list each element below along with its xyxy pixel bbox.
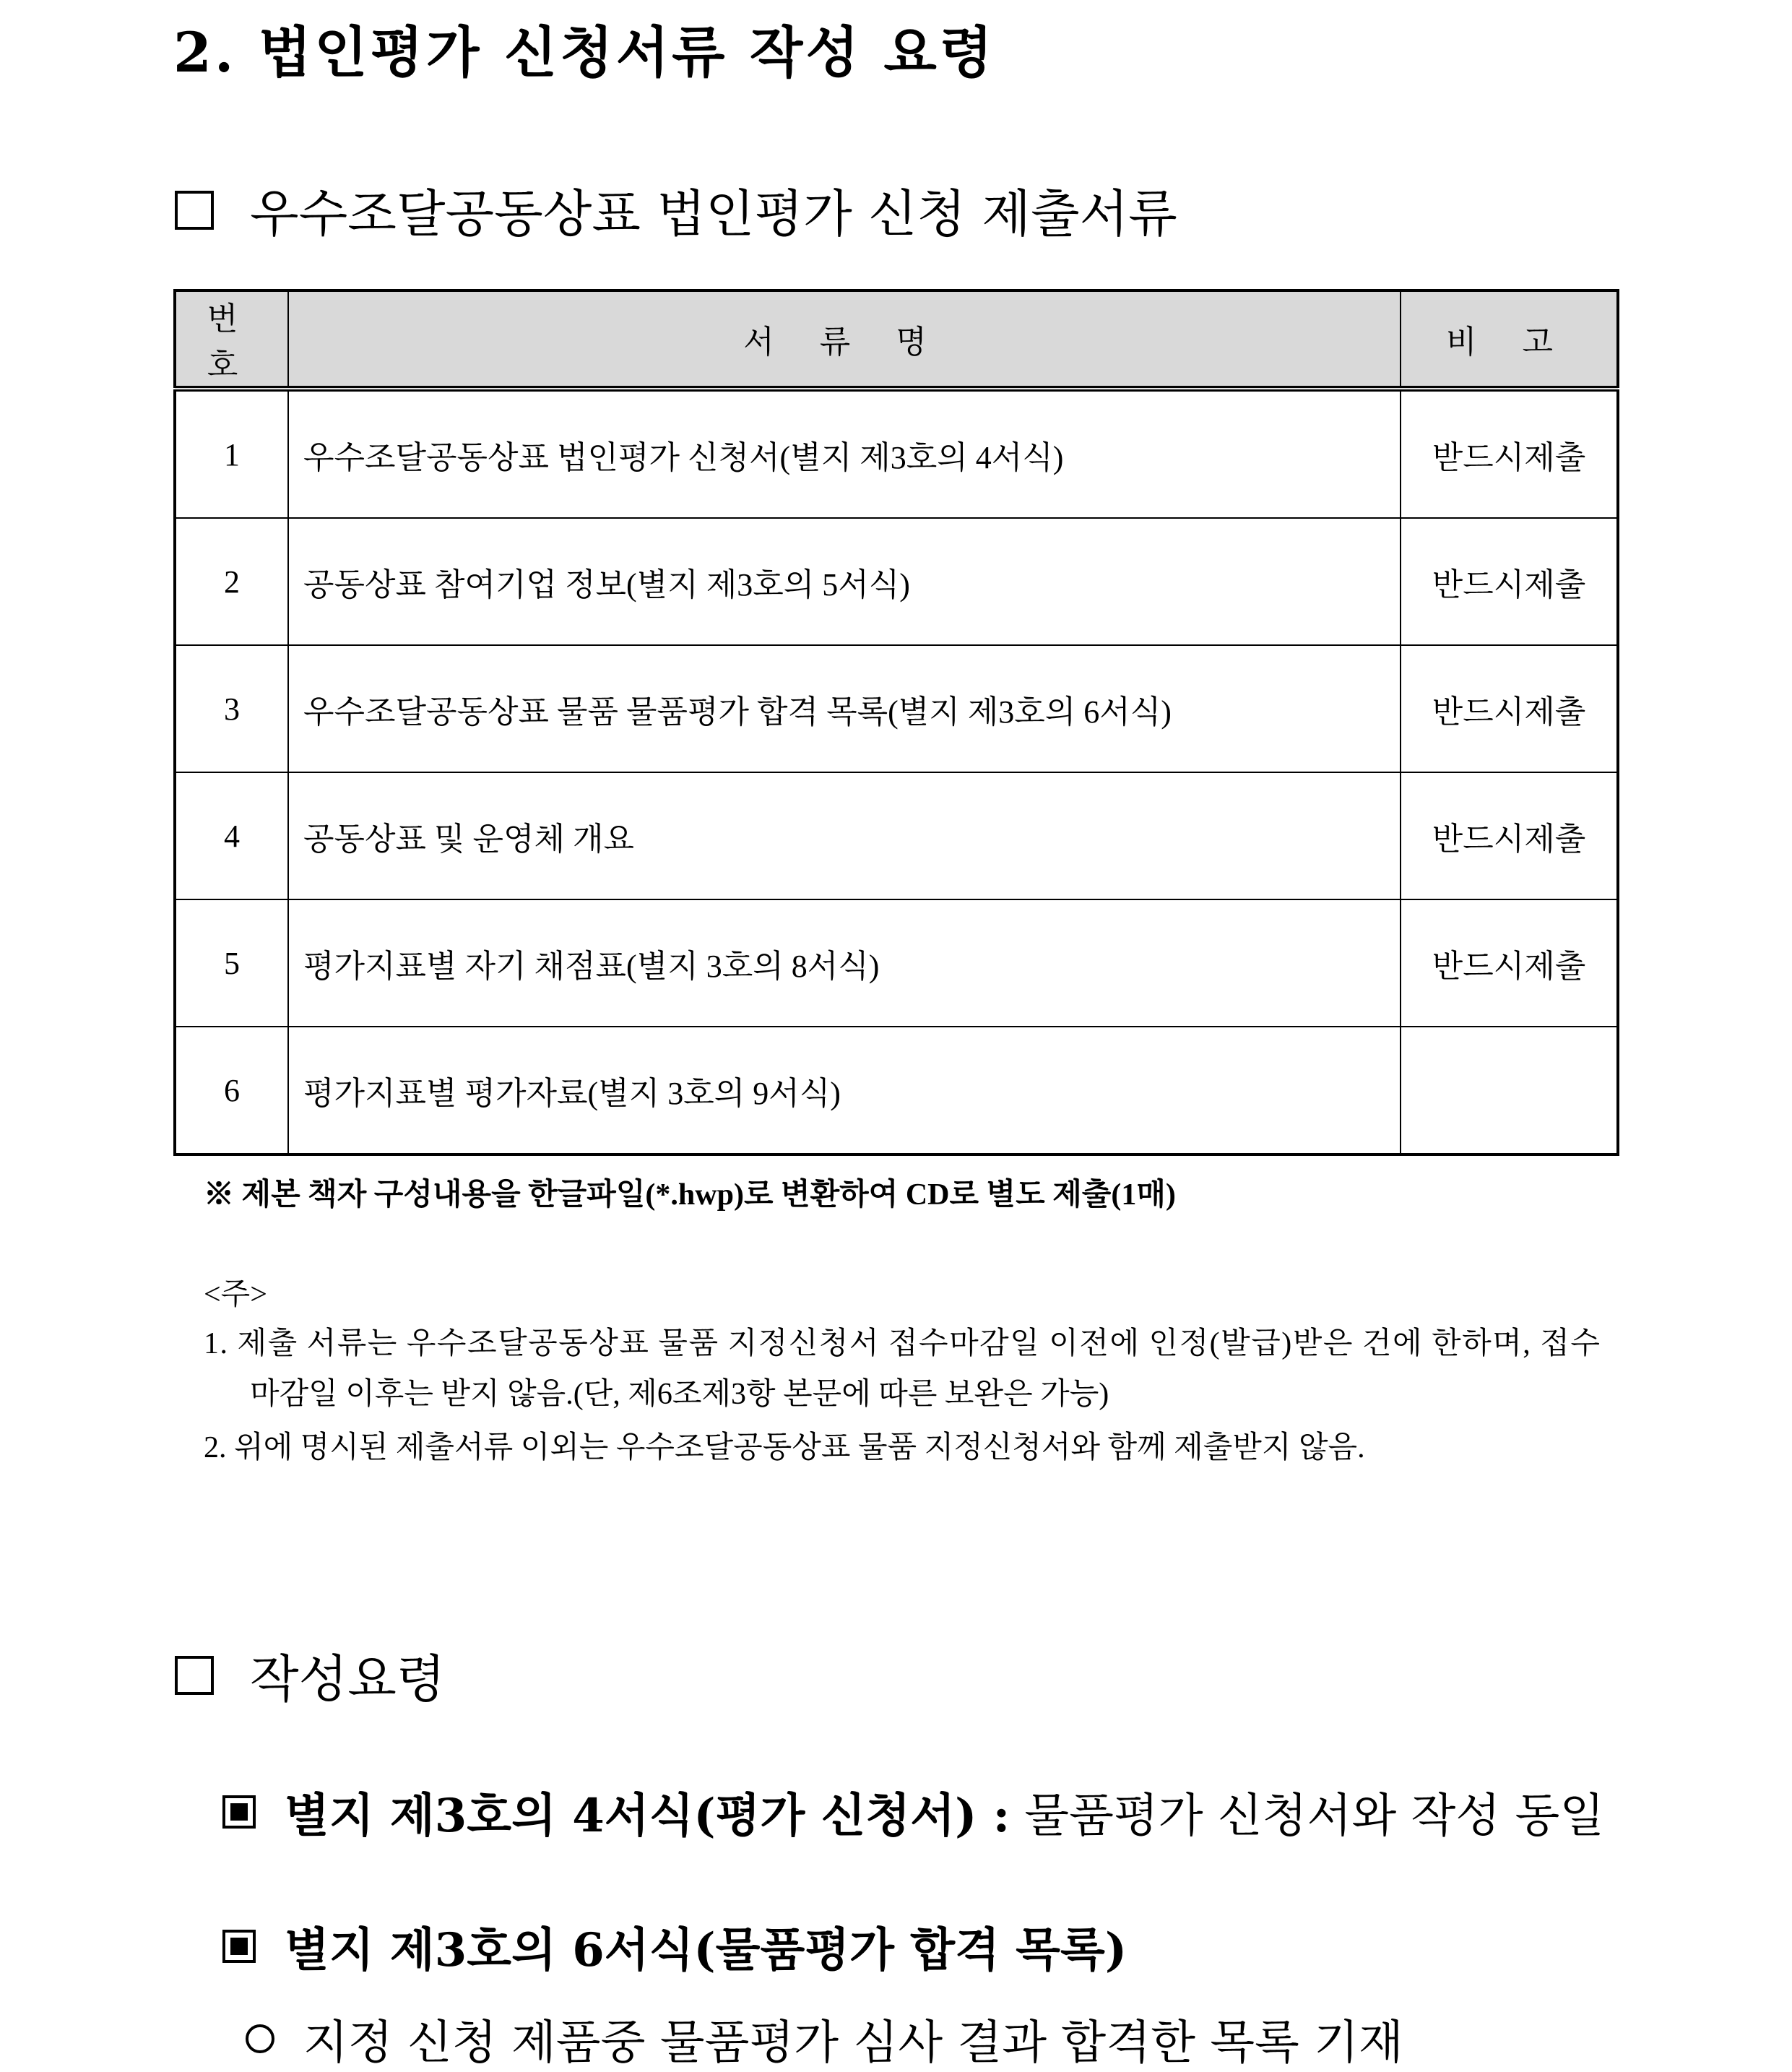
table-row — [175, 772, 1618, 899]
guide-item-desc: 물품평가 신청서와 작성 동일 — [1024, 1790, 1605, 1843]
row-remarks: 반드시제출 — [1401, 899, 1618, 1027]
row-number: 1 — [175, 389, 288, 518]
row-number: 2 — [175, 518, 288, 645]
row-doc-name: 공동상표 참여기업 정보(별지 제3호의 5서식) — [288, 518, 1401, 645]
row-doc-name: 우수조달공동상표 물품 물품평가 합격 목록(별지 제3호의 6서식) — [288, 645, 1401, 772]
row-remarks — [1401, 1027, 1618, 1154]
guide-item-form-6 — [222, 1913, 1127, 1980]
checkbox-square-icon — [175, 1656, 214, 1695]
row-number: 5 — [175, 899, 288, 1027]
guide-item-title: 별지 제3호의 6서식(물품평가 합격 목록) — [285, 1923, 1127, 1977]
table-row — [175, 899, 1618, 1027]
row-remarks: 반드시제출 — [1401, 645, 1618, 772]
note-1: 1. 제출 서류는 우수조달공동상표 물품 지정신청서 접수마감일 이전에 인정(발급)받은 건에 한하며, 접수 — [204, 1327, 1601, 1360]
table-row — [175, 389, 1618, 518]
header-number: 번 호 — [175, 290, 288, 389]
header-remarks: 비 고 — [1401, 290, 1618, 389]
table-row — [175, 1027, 1618, 1154]
documents-table — [173, 289, 1619, 1156]
notes-header: <주> — [204, 1278, 267, 1311]
checkbox-square-icon — [175, 191, 214, 230]
row-doc-name: 우수조달공동상표 법인평가 신청서(별지 제3호의 4서식) — [288, 389, 1401, 518]
row-number: 6 — [175, 1027, 288, 1154]
guide-subitem-text: 지정 신청 제품중 물품평가 심사 결과 합격한 목록 기재 — [303, 2016, 1403, 2070]
filled-square-bullet-icon — [222, 1795, 256, 1829]
section-writing-guide — [175, 1639, 445, 1711]
guide-item-form-4 — [222, 1779, 1604, 1845]
row-number: 4 — [175, 772, 288, 899]
guide-subitem — [246, 2006, 1403, 2072]
table-header-row — [175, 290, 1618, 389]
filled-square-bullet-icon — [222, 1930, 256, 1963]
section-title: 작성요령 — [250, 1649, 446, 1709]
header-doc-name: 서 류 명 — [288, 290, 1401, 389]
row-doc-name: 공동상표 및 운영체 개요 — [288, 772, 1401, 899]
section-title: 우수조달공동상표 법인평가 신청 제출서류 — [250, 184, 1177, 243]
cd-submission-notice: ※ 제본 책자 구성내용을 한글파일(*.hwp)로 변환하여 CD로 별도 제출(1매) — [204, 1178, 1176, 1212]
row-remarks: 반드시제출 — [1401, 772, 1618, 899]
table-row — [175, 645, 1618, 772]
row-doc-name: 평가지표별 자기 채점표(별지 3호의 8서식) — [288, 899, 1401, 1027]
circle-bullet-icon — [246, 2024, 274, 2053]
section-submission-docs — [175, 173, 1177, 246]
row-remarks: 받드시제출 — [1401, 389, 1618, 518]
note-2: 2. 위에 명시된 제출서류 이외는 우수조달공동상표 물품 지정신청서와 함께 제출받지 않음. — [204, 1431, 1365, 1464]
row-remarks: 반드시제출 — [1401, 518, 1618, 645]
row-number: 3 — [175, 645, 288, 772]
row-doc-name: 평가지표별 평가자료(별지 3호의 9서식) — [288, 1027, 1401, 1154]
note-1-continued: 마감일 이후는 받지 않음.(단, 제6조제3항 본문에 따른 보완은 가능) — [250, 1378, 1109, 1411]
table-row — [175, 518, 1618, 645]
page-heading: 2. 법인평가 신청서류 작성 요령 — [173, 20, 996, 85]
guide-item-title: 별지 제3호의 4서식(평가 신청서) : — [285, 1789, 1010, 1843]
